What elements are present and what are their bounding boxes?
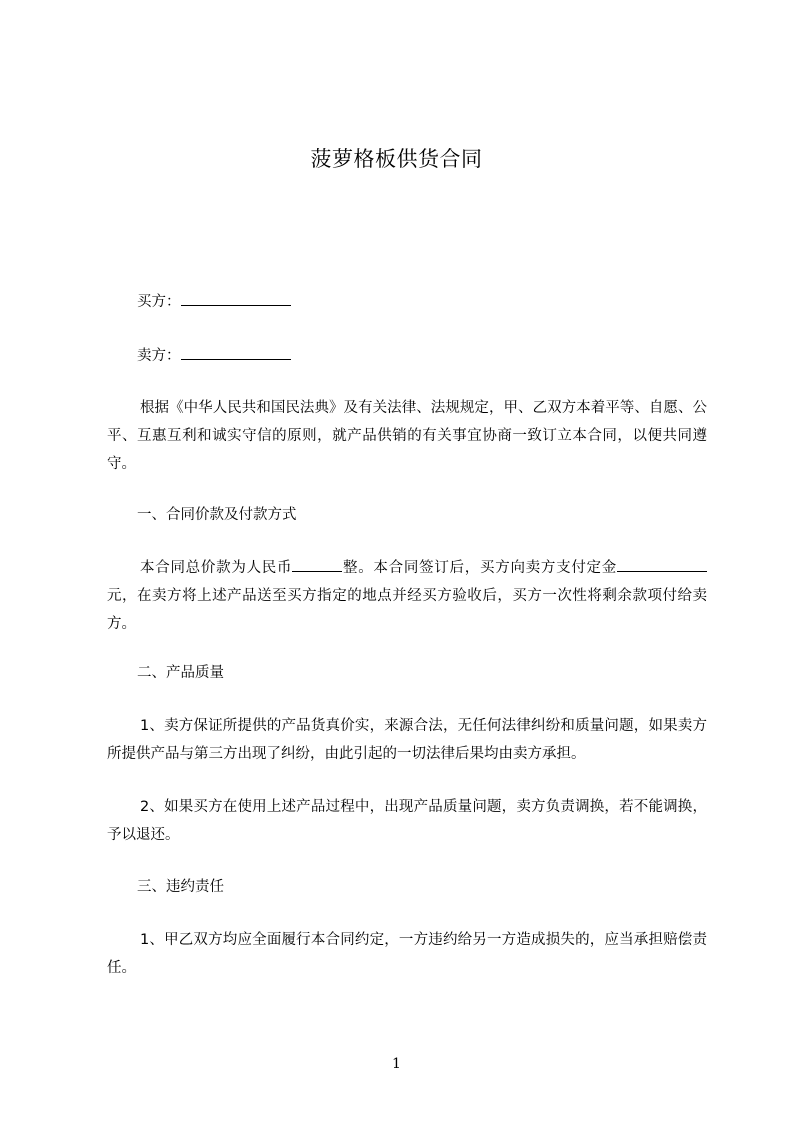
intro-paragraph: 根据《中华人民共和国民法典》及有关法律、法规规定，甲、乙双方本着平等、自愿、公平、互惠互利和诚实守信的原则，就产品供销的有关事宜协商一致订立本合同，以便共同遵守。 — [107, 400, 707, 472]
section3-heading: 三、违约责任 — [137, 879, 224, 895]
section3-item1: 1、甲乙双方均应全面履行本合同约定，一方违约给另一方造成损失的，应当承担赔偿责任。 — [107, 932, 707, 976]
buyer-label: 买方： — [137, 294, 181, 310]
buyer-blank[interactable] — [181, 291, 291, 306]
seller-line — [137, 345, 291, 366]
section1-heading: 一、合同价款及付款方式 — [137, 507, 297, 523]
seller-label: 卖方： — [137, 348, 181, 364]
page-number: 1 — [392, 1056, 401, 1072]
section1-paragraph — [107, 554, 707, 638]
buyer-line — [137, 291, 291, 312]
section2-item1: 1、卖方保证所提供的产品货真价实，来源合法，无任何法律纠纷和质量问题，如果卖方所提供产品与第三方出现了纠纷，由此引起的一切法律后果均由卖方承担。 — [107, 718, 707, 762]
section2-item2: 2、如果买方在使用上述产品过程中，出现产品质量问题，卖方负责调换，若不能调换，予以退还。 — [107, 799, 707, 843]
section2-heading: 二、产品质量 — [137, 665, 224, 681]
total-price-blank[interactable] — [292, 557, 342, 572]
seller-blank[interactable] — [181, 345, 291, 360]
deposit-blank[interactable] — [617, 557, 707, 572]
page-title: 菠萝格板供货合同 — [310, 147, 483, 171]
section1-text-3: 元，在卖方将上述产品送至买方指定的地点并经买方验收后，买方一次性将剩余款项付给卖方。 — [107, 588, 707, 632]
section1-text-2: 整。本合同签订后，买方向卖方支付定金 — [342, 560, 618, 576]
section1-text-1: 本合同总价款为人民币 — [140, 560, 293, 576]
